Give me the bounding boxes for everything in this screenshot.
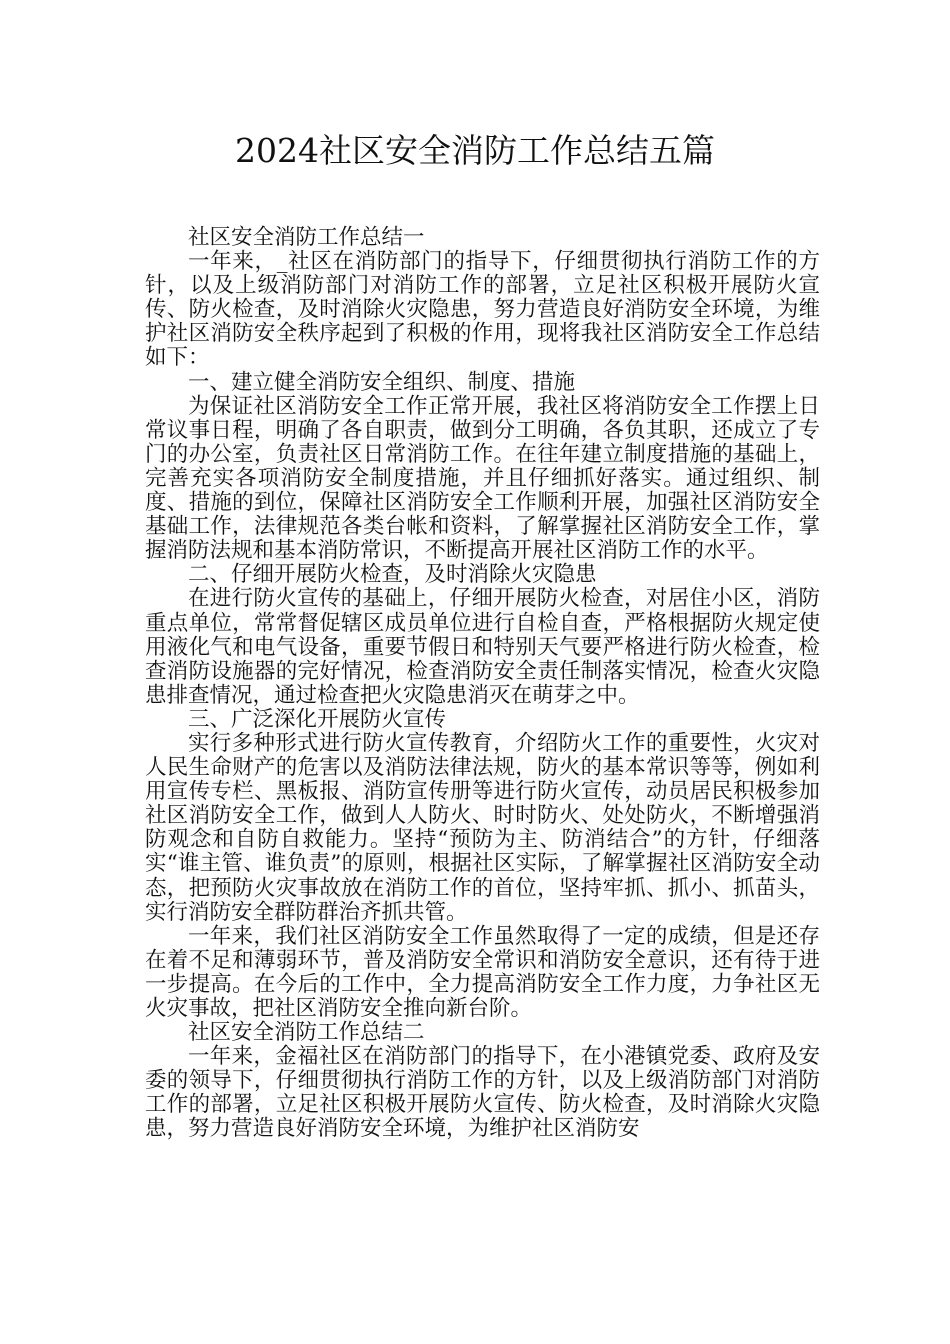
section-heading: 社区安全消防工作总结二 xyxy=(188,1020,425,1046)
section-heading: 三、广泛深化开展防火宣传 xyxy=(188,706,447,732)
paragraph: 一年来，_社区在消防部门的指导下，仔细贯彻执行消防工作的方针，以及上级消防部门对消防工作的部署，立足社区积极开展防火宣传、防火检查，及时消除火灾隐患，努力营造良好消防安全环境，为维护社区消防安全秩序起到了积极的作用，现将我社区消防安全工作总结如下： xyxy=(145,249,820,371)
document-title: 2024社区安全消防工作总结五篇 xyxy=(235,131,715,170)
paragraph: 在进行防火宣传的基础上，仔细开展防火检查，对居住小区，消防重点单位，常常督促辖区成员单位进行自检自查，严格根据防火规定使用液化气和电气设备，重要节假日和特别天气要严格进行防火检查，检查消防设施器的完好情况，检查消防安全责任制落实情况，检查火灾隐患排查情况，通过检查把火灾隐患消灭在萌芽之中。 xyxy=(145,586,820,708)
document-body xyxy=(145,226,820,1142)
paragraph: 一年来，金福社区在消防部门的指导下，在小港镇党委、政府及安委的领导下，仔细贯彻执行消防工作的方针，以及上级消防部门对消防工作的部署，立足社区积极开展防火宣传、防火检查，及时消除火灾隐患，努力营造良好消防安全环境，为维护社区消防安 xyxy=(145,1044,820,1142)
paragraph: 为保证社区消防安全工作正常开展，我社区将消防安全工作摆上日常议事日程，明确了各自职责，做到分工明确，各负其职，还成立了专门的办公室，负责社区日常消防工作。在往年建立制度措施的基础上，完善充实各项消防安全制度措施，并且仔细抓好落实。通过组织、制度、措施的到位，保障社区消防安全工作顺利开展，加强社区消防安全基础工作，法律规范各类台帐和资料，了解掌握社区消防安全工作，掌握消防法规和基本消防常识，不断提高开展社区消防工作的水平。 xyxy=(145,393,820,564)
section-heading: 社区安全消防工作总结一 xyxy=(188,225,425,250)
paragraph: 一年来，我们社区消防安全工作虽然取得了一定的成绩，但是还存在着不足和薄弱环节，普及消防安全常识和消防安全意识，还有待于进一步提高。在今后的工作中，全力提高消防安全工作力度，力争社区无火灾事故，把社区消防安全推向新台阶。 xyxy=(145,923,820,1021)
paragraph: 实行多种形式进行防火宣传教育，介绍防火工作的重要性，火灾对人民生命财产的危害以及消防法律法规，防火的基本常识等等，例如利用宣传专栏、黑板报、消防宣传册等进行防火宣传，动员居民积极参加社区消防安全工作，做到人人防火、时时防火、处处防火，不断增强消防观念和自防自救能力。坚持“预防为主、防消结合”的方针，仔细落实“谁主管、谁负责”的原则，根据社区实际，了解掌握社区消防安全动态，把预防火灾事故放在消防工作的首位，坚持牢抓、抓小、抓苗头，实行消防安全群防群治齐抓共管。 xyxy=(145,730,820,925)
section-heading: 二、仔细开展防火检查，及时消除火灾隐患 xyxy=(188,562,597,588)
section-heading: 一、建立健全消防安全组织、制度、措施 xyxy=(188,369,576,395)
